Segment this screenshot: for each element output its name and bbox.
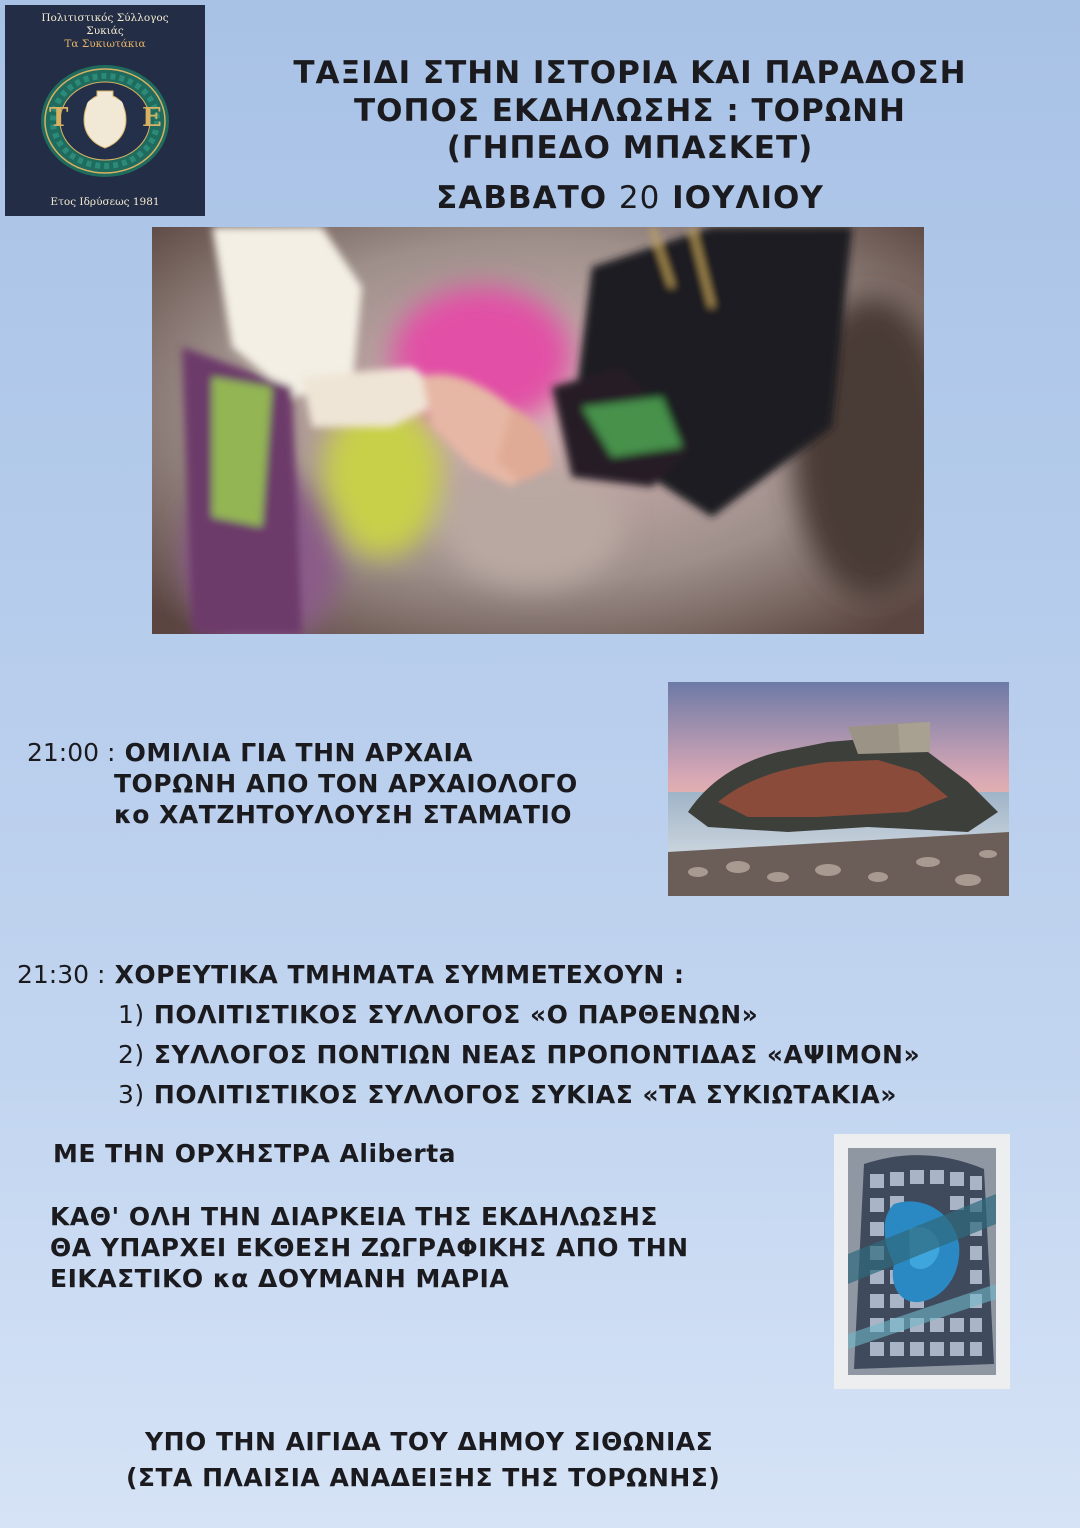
exhibition-line-2: ΘΑ ΥΠΑΡΧΕΙ ΕΚΘΕΣΗ ΖΩΓΡΑΦΙΚΗΣ ΑΠΟ ΤΗΝ [50, 1233, 689, 1262]
logo-footer: Ετος Ιδρύσεως 1981 [50, 196, 160, 208]
torone-castle-photo [668, 682, 1009, 896]
event-date [215, 180, 1045, 216]
logo-line-2: Συκιάς [86, 25, 124, 37]
dance-time: 21:30 : [17, 960, 106, 989]
event-venue-detail: (ΓΗΠΕΔΟ ΜΠΑΣΚΕΤ) [446, 130, 814, 166]
talk-title-line-2: ΤΟΡΩΝΗ ΑΠΟ ΤΟΝ ΑΡΧΑΙΟΛΟΓΟ [114, 769, 578, 798]
patronage-context: (ΣΤΑ ΠΛΑΙΣΙΑ ΑΝΑΔΕΙΞΗΣ ΤΗΣ ΤΟΡΩΝΗΣ) [126, 1463, 721, 1492]
talk-line-1 [27, 738, 473, 767]
dance-group-3-name: ΠΟΛΙΤΙΣΤΙΚΟΣ ΣΥΛΛΟΓΟΣ ΣΥΚΙΑΣ «ΤΑ ΣΥΚΙΩΤΑΚΙΑ» [153, 1080, 897, 1109]
logo-letter-epsilon: Ε [142, 103, 162, 133]
dance-heading: ΧΟΡΕΥΤΙΚΑ ΤΜΗΜΑΤΑ ΣΥΜΜΕΤΕΧΟΥΝ : [114, 960, 685, 989]
logo-letter-tau: Τ [49, 103, 69, 133]
dance-group-1-name: ΠΟΛΙΤΙΣΤΙΚΟΣ ΣΥΛΛΟΓΟΣ «Ο ΠΑΡΘΕΝΩΝ» [153, 1000, 759, 1029]
event-venue: ΤΟΠΟΣ ΕΚΔΗΛΩΣΗΣ : ΤΟΡΩΝΗ [354, 93, 906, 129]
association-logo [5, 5, 205, 216]
dance-group-2-name: ΣΥΛΛΟΓΟΣ ΠΟΝΤΙΩΝ ΝΕΑΣ ΠΡΟΠΟΝΤΙΔΑΣ «ΑΨΙΜΟΝ» [153, 1040, 921, 1069]
painting-photo [834, 1134, 1010, 1389]
patronage-line: ΥΠΟ ΤΗΝ ΑΙΓΙΔΑ ΤΟΥ ΔΗΜΟΥ ΣΙΘΩΝΙΑΣ [145, 1427, 714, 1456]
dance-group-3-number: 3) [118, 1080, 145, 1109]
dancers-holding-hands-photo [152, 227, 924, 634]
dance-group-2-number: 2) [118, 1040, 145, 1069]
event-date-month: ΙΟΥΛΙΟΥ [672, 180, 824, 216]
event-date-number: 20 [618, 180, 661, 216]
event-date-day: ΣΑΒΒΑΤΟ [436, 180, 608, 216]
talk-speaker: κο ΧΑΤΖΗΤΟΥΛΟΥΣΗ ΣΤΑΜΑΤΙΟ [114, 800, 572, 829]
dance-heading-line [17, 960, 685, 989]
dance-group-1 [118, 1000, 758, 1029]
talk-title-line-1: ΟΜΙΛΙΑ ΓΙΑ ΤΗΝ ΑΡΧΑΙΑ [124, 738, 474, 767]
orchestra-line: ΜΕ ΤΗΝ ΟΡΧΗΣΤΡΑ Aliberta [53, 1139, 457, 1168]
talk-time: 21:00 : [27, 738, 116, 767]
exhibition-line-3: ΕΙΚΑΣΤΙΚΟ κα ΔΟΥΜΑΝΗ ΜΑΡΙΑ [50, 1264, 510, 1293]
logo-line-3: Τα Συκιωτάκια [64, 38, 146, 50]
exhibition-line-1: ΚΑΘ' ΟΛΗ ΤΗΝ ΔΙΑΡΚΕΙΑ ΤΗΣ ΕΚΔΗΛΩΣΗΣ [50, 1202, 658, 1231]
logo-line-1: Πολιτιστικός Σύλλογος [41, 12, 169, 24]
event-title: ΤΑΞΙΔΙ ΣΤΗΝ ΙΣΤΟΡΙΑ ΚΑΙ ΠΑΡΑΔΟΣΗ [293, 55, 967, 91]
dance-group-2 [118, 1040, 920, 1069]
dance-group-3 [118, 1080, 897, 1109]
dance-group-1-number: 1) [118, 1000, 145, 1029]
